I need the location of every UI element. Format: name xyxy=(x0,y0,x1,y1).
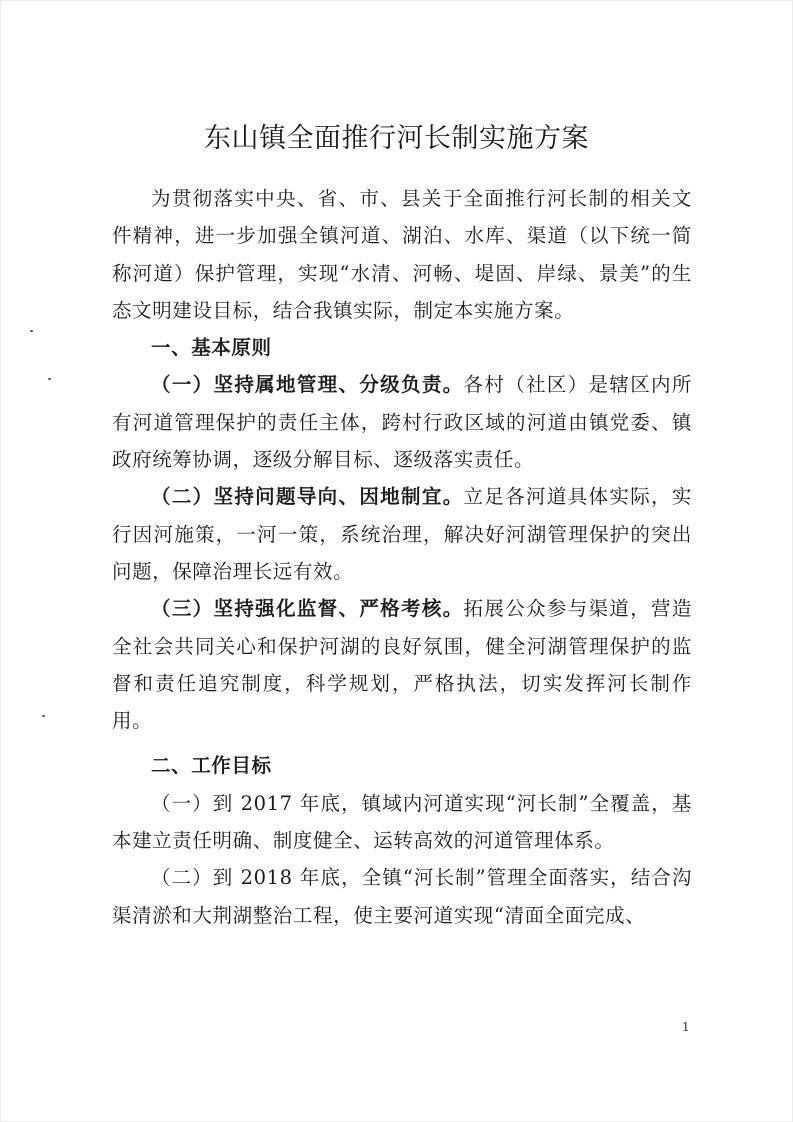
principle-text: 各村（社区）是辖区内所有河道管理保护的责任主体，跨村行政区域的河道由镇党委、镇政府统筹协调，逐级分解目标、逐级落实责任。 xyxy=(112,373,692,472)
principle-paragraph-1 xyxy=(112,366,692,478)
document-title: 东山镇全面推行河长制实施方案 xyxy=(204,123,589,154)
intro-paragraph: 为贯彻落实中央、省、市、县关于全面推行河长制的相关文件精神，进一步加强全镇河道、湖泊、水库、渠道（以下统一简称河道）保护管理，实现“水清、河畅、堤固、岸绿、景美”的生态文明建设目标，结合我镇实际，制定本实施方案。 xyxy=(112,187,692,322)
document-body xyxy=(112,180,692,934)
principle-text: 立足各河道具体实际，实行因河施策，一河一策，系统治理，解决好河湖管理保护的突出问题，保障治理长远有效。 xyxy=(112,485,692,583)
goal-paragraph-1: （一）到 2017 年底，镇域内河道实现“河长制”全覆盖，基本建立责任明确、制度健全、运转高效的河道管理体系。 xyxy=(112,791,692,853)
principle-text: 拓展公众参与渠道，营造全社会共同关心和保护河湖的良好氛围，健全河湖管理保护的监督和责任追究制度，科学规划，严格执法，切实发挥河长制作用。 xyxy=(112,597,692,733)
principle-paragraph-2 xyxy=(112,478,692,590)
section-heading-goals: 二、工作目标 xyxy=(151,754,272,778)
principle-lead: （一）坚持属地管理、分级负责。 xyxy=(151,373,464,397)
scan-speck xyxy=(30,330,33,332)
principle-lead: （二）坚持问题导向、因地制宜。 xyxy=(151,485,464,509)
principle-lead: （三）坚持强化监督、严格考核。 xyxy=(151,597,464,621)
principle-paragraph-3 xyxy=(112,590,692,739)
scan-speck xyxy=(42,715,45,717)
scan-speck xyxy=(48,378,51,380)
section-heading-principles: 一、基本原则 xyxy=(151,336,272,360)
page-number: 1 xyxy=(682,1020,690,1034)
goal-paragraph-2: （二）到 2018 年底，全镇“河长制”管理全面落实，结合沟渠清淤和大荆湖整治工程，使主要河道实现“清面全面完成、 xyxy=(112,866,692,927)
